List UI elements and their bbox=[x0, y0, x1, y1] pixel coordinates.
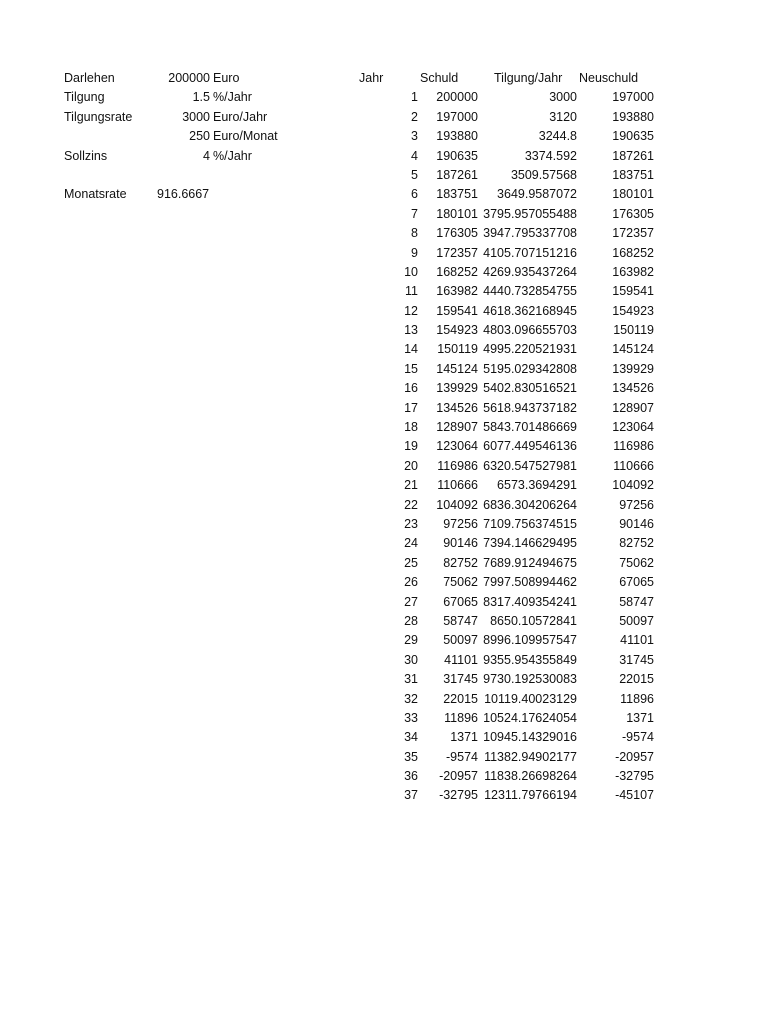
cell-tilgung: 6320.547527981 bbox=[483, 458, 577, 473]
cell-tilgung: 8996.109957547 bbox=[483, 633, 577, 648]
cell-tilgung: 10119.40023129 bbox=[484, 691, 577, 706]
cell-tilgung: 10524.17624054 bbox=[483, 710, 577, 725]
cell-neuschuld: 97256 bbox=[619, 497, 654, 512]
cell-jahr: 19 bbox=[404, 439, 418, 454]
table-row bbox=[0, 496, 768, 515]
cell-neuschuld: 190635 bbox=[612, 129, 654, 144]
cell-neuschuld: 110666 bbox=[613, 458, 654, 473]
cell-tilgung: 6573.3694291 bbox=[497, 478, 577, 493]
cell-tilgung: 7394.146629495 bbox=[483, 536, 577, 551]
cell-jahr: 22 bbox=[404, 497, 418, 512]
table-row bbox=[0, 786, 768, 805]
cell-schuld: 90146 bbox=[443, 536, 478, 551]
table-row bbox=[0, 515, 768, 534]
cell-schuld: -32795 bbox=[439, 788, 478, 803]
column-header-tilgung: Tilgung/Jahr bbox=[494, 71, 563, 85]
cell-jahr: 8 bbox=[411, 226, 418, 241]
cell-jahr: 2 bbox=[411, 109, 418, 124]
column-header-schuld: Schuld bbox=[420, 71, 459, 85]
cell-neuschuld: 22015 bbox=[619, 672, 654, 687]
cell-tilgung: 7689.912494675 bbox=[483, 555, 577, 570]
cell-tilgung: 3509.57568 bbox=[510, 167, 577, 182]
cell-neuschuld: 41101 bbox=[620, 633, 654, 648]
cell-neuschuld: 193880 bbox=[612, 109, 654, 124]
cell-schuld: 145124 bbox=[436, 361, 478, 376]
cell-neuschuld: 134526 bbox=[612, 381, 654, 396]
table-row bbox=[0, 224, 768, 243]
cell-neuschuld: 139929 bbox=[612, 361, 654, 376]
table-row bbox=[0, 631, 768, 650]
cell-jahr: 33 bbox=[404, 710, 418, 725]
cell-jahr: 12 bbox=[404, 303, 418, 318]
cell-tilgung: 3374.592 bbox=[524, 148, 577, 163]
cell-tilgung: 3947.795337708 bbox=[483, 226, 577, 241]
cell-tilgung: 3000 bbox=[549, 90, 577, 105]
param-label: Monatsrate bbox=[64, 187, 127, 202]
cell-neuschuld: 183751 bbox=[612, 167, 654, 182]
cell-schuld: 183751 bbox=[436, 187, 478, 202]
param-unit: %/Jahr bbox=[213, 148, 252, 163]
param-unit: Euro bbox=[213, 71, 240, 85]
cell-jahr: 21 bbox=[404, 478, 418, 493]
cell-schuld: 1371 bbox=[450, 730, 478, 745]
cell-schuld: 200000 bbox=[436, 90, 478, 105]
cell-neuschuld: -45107 bbox=[615, 788, 654, 803]
cell-schuld: 150119 bbox=[437, 342, 478, 357]
cell-jahr: 28 bbox=[404, 613, 418, 628]
cell-neuschuld: 123064 bbox=[612, 420, 654, 435]
header-row bbox=[0, 69, 768, 88]
cell-schuld: 139929 bbox=[436, 381, 478, 396]
table-row bbox=[0, 166, 768, 185]
cell-schuld: 110666 bbox=[437, 478, 478, 493]
table-row bbox=[0, 709, 768, 728]
spreadsheet bbox=[0, 69, 768, 806]
table-row bbox=[0, 457, 768, 476]
cell-neuschuld: 168252 bbox=[612, 245, 654, 260]
table-row bbox=[0, 147, 768, 166]
cell-neuschuld: 150119 bbox=[613, 323, 654, 338]
param-label: Tilgung bbox=[64, 90, 105, 105]
cell-jahr: 29 bbox=[404, 633, 418, 648]
cell-tilgung: 7997.508994462 bbox=[483, 575, 577, 590]
param-value: 3000 bbox=[182, 109, 210, 124]
cell-tilgung: 8317.409354241 bbox=[483, 594, 577, 609]
cell-schuld: 67065 bbox=[443, 594, 478, 609]
table-row bbox=[0, 593, 768, 612]
cell-tilgung: 10945.14329016 bbox=[483, 730, 577, 745]
cell-schuld: 128907 bbox=[436, 420, 478, 435]
cell-tilgung: 3244.8 bbox=[538, 129, 577, 144]
cell-schuld: 97256 bbox=[443, 516, 478, 531]
cell-schuld: 123064 bbox=[436, 439, 478, 454]
cell-schuld: 168252 bbox=[436, 264, 478, 279]
table-row bbox=[0, 108, 768, 127]
cell-neuschuld: -20957 bbox=[615, 749, 654, 764]
param-value: 916.6667 bbox=[157, 187, 210, 202]
cell-neuschuld: 50097 bbox=[619, 613, 654, 628]
param-value: 200000 bbox=[168, 71, 210, 85]
cell-neuschuld: 197000 bbox=[612, 90, 654, 105]
table-row bbox=[0, 185, 768, 204]
cell-schuld: 41101 bbox=[444, 652, 478, 667]
cell-tilgung: 4440.732854755 bbox=[483, 284, 577, 299]
cell-neuschuld: 180101 bbox=[612, 187, 654, 202]
cell-jahr: 26 bbox=[404, 575, 418, 590]
cell-schuld: 116986 bbox=[437, 458, 478, 473]
cell-neuschuld: 116986 bbox=[613, 439, 654, 454]
cell-neuschuld: 172357 bbox=[612, 226, 654, 241]
cell-tilgung: 5195.029342808 bbox=[483, 361, 577, 376]
cell-neuschuld: 1371 bbox=[626, 710, 654, 725]
cell-tilgung: 3795.957055488 bbox=[483, 206, 577, 221]
table-row bbox=[0, 321, 768, 340]
cell-jahr: 31 bbox=[404, 672, 418, 687]
table-row bbox=[0, 554, 768, 573]
cell-neuschuld: 58747 bbox=[619, 594, 654, 609]
cell-tilgung: 4803.096655703 bbox=[483, 323, 577, 338]
cell-schuld: 82752 bbox=[443, 555, 478, 570]
cell-neuschuld: 75062 bbox=[619, 555, 654, 570]
cell-schuld: 134526 bbox=[436, 400, 478, 415]
cell-tilgung: 7109.756374515 bbox=[483, 516, 577, 531]
cell-tilgung: 9355.954355849 bbox=[483, 652, 577, 667]
cell-tilgung: 4995.220521931 bbox=[483, 342, 577, 357]
table-row bbox=[0, 263, 768, 282]
cell-jahr: 20 bbox=[404, 458, 418, 473]
table-row bbox=[0, 302, 768, 321]
cell-jahr: 35 bbox=[404, 749, 418, 764]
cell-schuld: 104092 bbox=[436, 497, 478, 512]
cell-jahr: 4 bbox=[411, 148, 418, 163]
cell-jahr: 25 bbox=[404, 555, 418, 570]
table-row bbox=[0, 476, 768, 495]
table-row bbox=[0, 573, 768, 592]
table-row bbox=[0, 127, 768, 146]
cell-jahr: 15 bbox=[404, 361, 418, 376]
cell-schuld: 197000 bbox=[436, 109, 478, 124]
cell-tilgung: 5843.701486669 bbox=[483, 420, 577, 435]
table-row bbox=[0, 748, 768, 767]
cell-schuld: 193880 bbox=[436, 129, 478, 144]
cell-jahr: 1 bbox=[411, 90, 418, 105]
table-row bbox=[0, 437, 768, 456]
table-row bbox=[0, 282, 768, 301]
cell-jahr: 13 bbox=[404, 323, 418, 338]
cell-jahr: 6 bbox=[411, 187, 418, 202]
cell-tilgung: 3649.9587072 bbox=[497, 187, 577, 202]
table-row bbox=[0, 88, 768, 107]
table-row bbox=[0, 670, 768, 689]
cell-neuschuld: 31745 bbox=[619, 652, 654, 667]
cell-jahr: 32 bbox=[404, 691, 418, 706]
cell-jahr: 37 bbox=[404, 788, 418, 803]
column-header-jahr: Jahr bbox=[359, 71, 384, 85]
param-value: 1.5 bbox=[192, 90, 210, 105]
cell-tilgung: 5402.830516521 bbox=[483, 381, 577, 396]
cell-tilgung: 11382.94902177 bbox=[484, 749, 577, 764]
table-row bbox=[0, 534, 768, 553]
cell-jahr: 18 bbox=[404, 420, 418, 435]
cell-jahr: 24 bbox=[404, 536, 418, 551]
cell-neuschuld: 159541 bbox=[612, 284, 654, 299]
cell-schuld: 180101 bbox=[436, 206, 478, 221]
cell-jahr: 10 bbox=[404, 264, 418, 279]
table-row bbox=[0, 340, 768, 359]
cell-tilgung: 4269.935437264 bbox=[483, 264, 577, 279]
cell-tilgung: 9730.192530083 bbox=[483, 672, 577, 687]
table-row bbox=[0, 612, 768, 631]
cell-neuschuld: 187261 bbox=[612, 148, 654, 163]
cell-jahr: 17 bbox=[404, 400, 418, 415]
cell-tilgung: 4618.362168945 bbox=[483, 303, 577, 318]
param-value: 250 bbox=[189, 129, 210, 144]
cell-schuld: 159541 bbox=[436, 303, 478, 318]
table-row bbox=[0, 399, 768, 418]
cell-jahr: 30 bbox=[404, 652, 418, 667]
cell-schuld: 11896 bbox=[444, 710, 478, 725]
cell-tilgung: 3120 bbox=[549, 109, 577, 124]
cell-schuld: 22015 bbox=[443, 691, 478, 706]
param-label: Sollzins bbox=[64, 148, 108, 163]
cell-jahr: 3 bbox=[411, 129, 418, 144]
table-row bbox=[0, 205, 768, 224]
cell-schuld: 50097 bbox=[443, 633, 478, 648]
cell-jahr: 23 bbox=[404, 516, 418, 531]
cell-schuld: -20957 bbox=[439, 769, 478, 784]
cell-schuld: 187261 bbox=[436, 167, 478, 182]
cell-schuld: 31745 bbox=[443, 672, 478, 687]
cell-jahr: 34 bbox=[404, 730, 418, 745]
table-row bbox=[0, 690, 768, 709]
cell-neuschuld: 82752 bbox=[619, 536, 654, 551]
cell-jahr: 14 bbox=[404, 342, 418, 357]
cell-neuschuld: 67065 bbox=[619, 575, 654, 590]
cell-jahr: 7 bbox=[411, 206, 418, 221]
cell-neuschuld: 128907 bbox=[612, 400, 654, 415]
param-unit: %/Jahr bbox=[213, 90, 252, 105]
table-row bbox=[0, 728, 768, 747]
table-row bbox=[0, 418, 768, 437]
cell-neuschuld: 104092 bbox=[612, 478, 654, 493]
cell-tilgung: 12311.79766194 bbox=[484, 788, 577, 803]
cell-tilgung: 6836.304206264 bbox=[483, 497, 577, 512]
cell-schuld: 190635 bbox=[436, 148, 478, 163]
cell-schuld: 154923 bbox=[436, 323, 478, 338]
cell-jahr: 9 bbox=[411, 245, 418, 260]
cell-neuschuld: 90146 bbox=[619, 516, 654, 531]
cell-schuld: 172357 bbox=[436, 245, 478, 260]
param-unit: Euro/Monat bbox=[213, 129, 278, 144]
cell-neuschuld: -9574 bbox=[622, 730, 654, 745]
column-header-neuschuld: Neuschuld bbox=[579, 71, 639, 85]
cell-neuschuld: 176305 bbox=[612, 206, 654, 221]
cell-jahr: 16 bbox=[404, 381, 418, 396]
cell-schuld: 176305 bbox=[436, 226, 478, 241]
cell-jahr: 27 bbox=[404, 594, 418, 609]
cell-tilgung: 11838.26698264 bbox=[484, 769, 577, 784]
cell-schuld: -9574 bbox=[446, 749, 478, 764]
cell-tilgung: 5618.943737182 bbox=[483, 400, 577, 415]
cell-schuld: 75062 bbox=[443, 575, 478, 590]
cell-schuld: 58747 bbox=[443, 613, 478, 628]
param-unit: Euro/Jahr bbox=[213, 109, 268, 124]
cell-jahr: 5 bbox=[411, 167, 418, 182]
cell-neuschuld: 154923 bbox=[612, 303, 654, 318]
param-label: Tilgungsrate bbox=[64, 109, 133, 124]
cell-tilgung: 6077.449546136 bbox=[483, 439, 577, 454]
cell-neuschuld: 163982 bbox=[612, 264, 654, 279]
cell-schuld: 163982 bbox=[436, 284, 478, 299]
cell-tilgung: 4105.707151216 bbox=[483, 245, 577, 260]
table-row bbox=[0, 360, 768, 379]
param-label: Darlehen bbox=[64, 71, 115, 85]
cell-neuschuld: 11896 bbox=[620, 691, 654, 706]
table-row bbox=[0, 379, 768, 398]
cell-jahr: 36 bbox=[404, 769, 418, 784]
cell-neuschuld: -32795 bbox=[615, 769, 654, 784]
cell-tilgung: 8650.10572841 bbox=[490, 613, 577, 628]
table-row bbox=[0, 244, 768, 263]
cell-neuschuld: 145124 bbox=[612, 342, 654, 357]
table-row bbox=[0, 651, 768, 670]
param-value: 4 bbox=[203, 148, 210, 163]
cell-jahr: 11 bbox=[405, 284, 418, 299]
table-row bbox=[0, 767, 768, 786]
